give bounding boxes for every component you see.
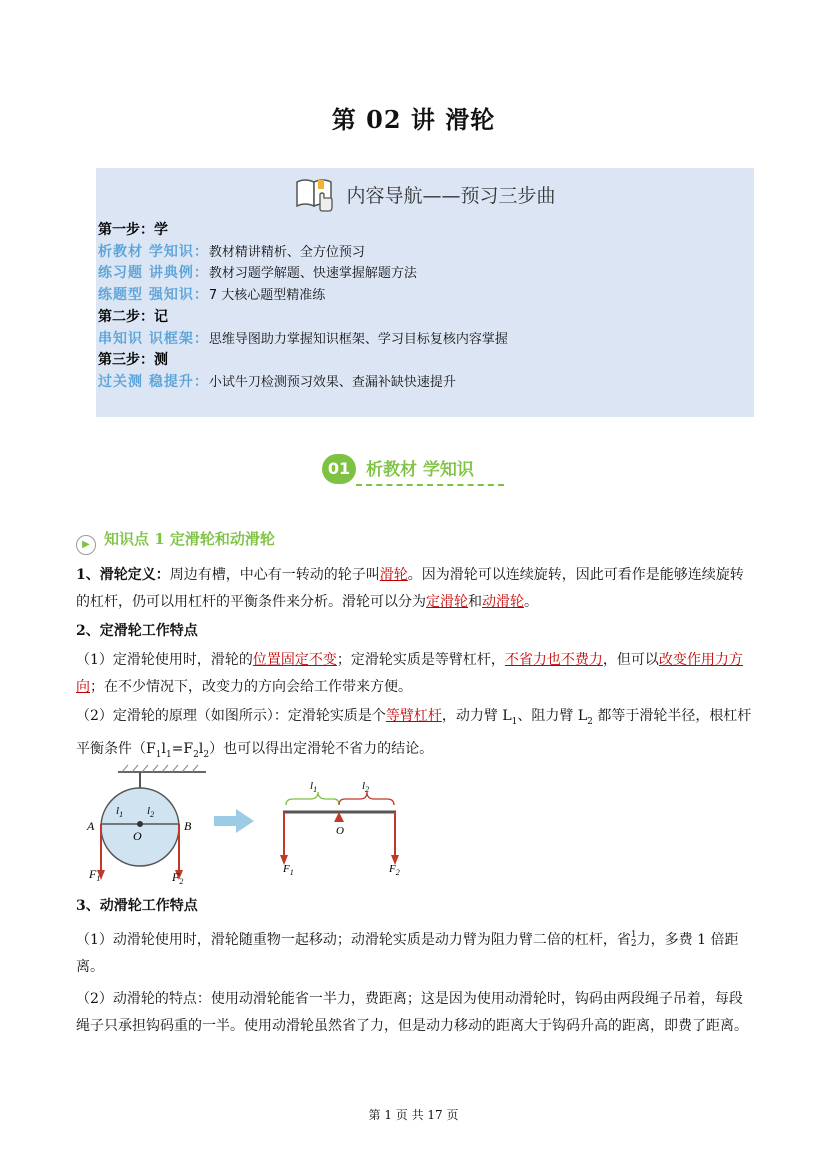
knowledge-point-heading: ▶ 知识点 1 定滑轮和动滑轮	[76, 528, 275, 555]
fixed-pulley-figure	[84, 762, 414, 888]
nav-line: 过关测 稳提升：小试牛刀检测预习效果、查漏补缺快速提升	[98, 373, 456, 390]
page-footer: 第 1 页 共 17 页	[368, 1108, 459, 1122]
heading-fixed-pulley: 2、定滑轮工作特点	[76, 623, 198, 639]
page-title: 第 02 讲 滑轮	[331, 105, 496, 134]
svg-text:F2: $F_2$	[389, 863, 400, 877]
right-arrow-icon	[214, 809, 254, 833]
svg-text:l1: $l_1$	[116, 805, 124, 819]
label-b: B	[184, 819, 192, 833]
paragraph-movable-pulley-1: （1）动滑轮使用时，滑轮随重物一起移动；动滑轮实质是动力臂为阻力臂二倍的杠杆，省1 2力，多费 1 倍距离。	[76, 930, 739, 975]
svg-text:l2: $l_2$	[147, 805, 155, 819]
paragraph-fixed-pulley-1: （1）定滑轮使用时，滑轮的位置固定不变；定滑轮实质是等臂杠杆，不省力也不费力，但可以改变作用力方向；在不少情况下，改变力的方向会给工作带来方便。	[76, 652, 743, 695]
section-banner	[322, 450, 512, 494]
paragraph-pulley-definition: 1、滑轮定义：周边有槽，中心有一转动的轮子叫滑轮。因为滑轮可以连续旋转，因此可看作是能够连续旋转的杠杆，仍可以用杠杆的平衡条件来分析。滑轮可以分为定滑轮和动滑轮。	[76, 567, 744, 610]
section-badge: 01	[322, 454, 356, 484]
paragraph-movable-pulley-2: （2）动滑轮的特点：使用动滑轮能省一半力，费距离；这是因为使用动滑轮时，钩码由两段绳子吊着，每段绳子只承担钩码重的一半。使用动滑轮虽然省了力，但是动力移动的距离大于钩码升高的距离，即费了距离。	[76, 991, 748, 1034]
svg-text:O: O	[336, 825, 344, 837]
svg-text:F1: $F_1$	[89, 867, 101, 883]
nav-step-2: 第二步：记	[98, 308, 168, 325]
play-arrow-icon: ▶	[76, 535, 96, 555]
content-navigation-box	[96, 168, 754, 417]
heading-movable-pulley: 3、动滑轮工作特点	[76, 898, 198, 914]
section-divider	[356, 484, 504, 486]
svg-text:F2: $F_2$	[172, 870, 184, 886]
book-pointer-icon	[294, 176, 336, 217]
svg-text:l2: $l_2$	[362, 780, 370, 794]
nav-step-3: 第三步：测	[98, 352, 168, 369]
nav-step-1: 第一步：学	[98, 222, 168, 238]
nav-lines	[98, 220, 748, 394]
svg-text:F1: $F_1$	[283, 863, 294, 877]
nav-line: 串知识 识框架：思维导图助力掌握知识框架、学习目标复核内容掌握	[98, 330, 508, 347]
nav-line: 练习题 讲典例：教材习题学解题、快速掌握解题方法	[98, 265, 417, 282]
section-label: 析教材 学知识	[366, 460, 474, 480]
paragraph-fixed-pulley-2: （2）定滑轮的原理（如图所示）：定滑轮实质是个等臂杠杆，动力臂 $L_1$、阻力臂 $L_2$ 都等于滑轮半径，根杠杆平衡条件$(F_1l_1=F_2l_2)$也可以得出定滑轮不省力的结论。	[76, 708, 752, 760]
nav-heading-text: 内容导航——预习三步曲	[346, 185, 556, 207]
label-a: A	[87, 819, 95, 833]
nav-line: 析教材 学知识：教材精讲精析、全方位预习	[98, 243, 365, 260]
fraction-half: 1 2	[630, 930, 637, 949]
nav-heading	[96, 176, 754, 217]
label-o: O	[133, 829, 142, 843]
svg-text:l1: $l_1$	[310, 780, 318, 794]
nav-line: 练题型 强知识：7 大核心题型精准练	[98, 287, 326, 304]
